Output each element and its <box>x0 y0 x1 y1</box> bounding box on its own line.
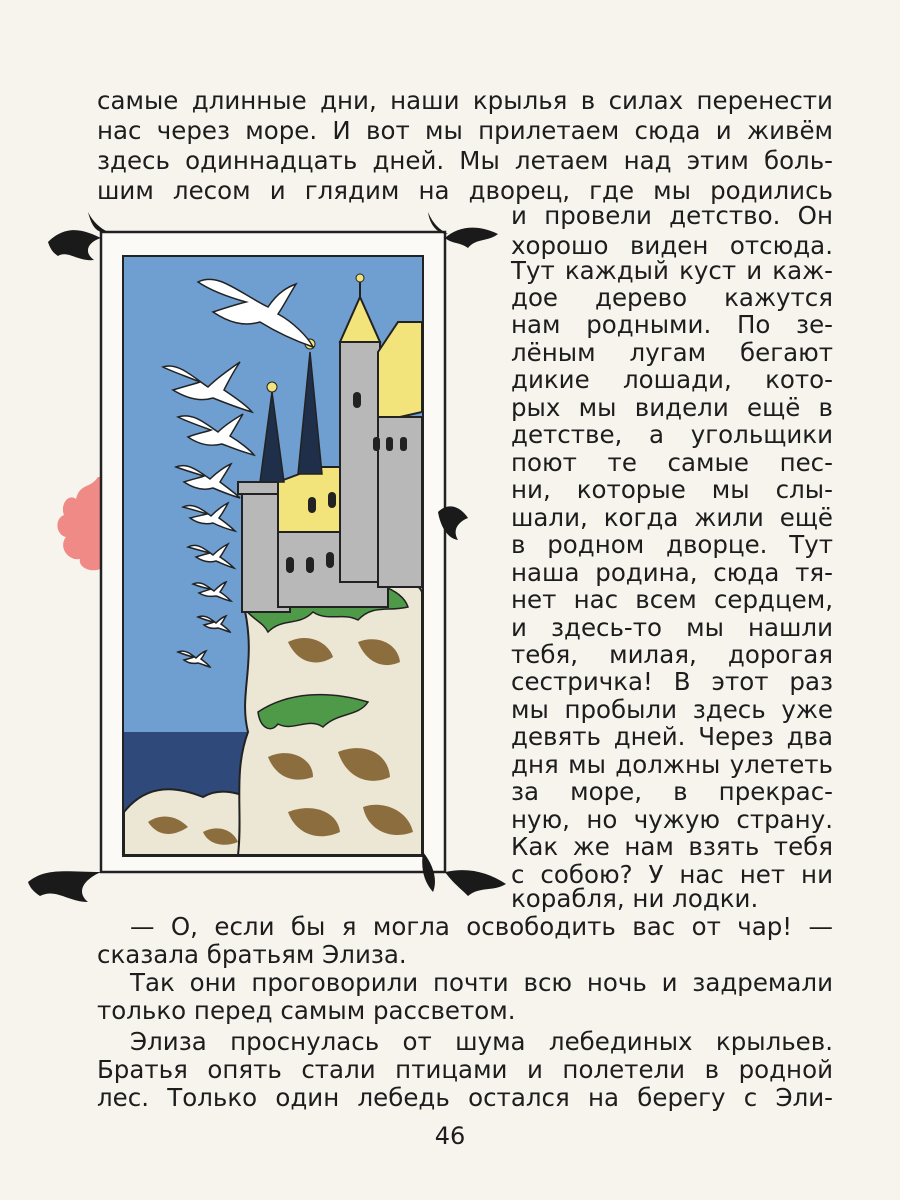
text-line: дое дерево кажутся <box>511 283 833 312</box>
text-line: мы пробыли здесь уже <box>511 695 833 724</box>
text-line: сказала братьям Элиза. <box>97 940 407 969</box>
text-line: и провели детство. Он <box>511 201 833 230</box>
text-line: ную, но чужую страну. <box>511 805 833 834</box>
text-line: Элиза проснулась от шума лебединых крыльев. <box>130 1027 833 1056</box>
text-line: ни, которые мы слы- <box>511 475 833 504</box>
page-number: 46 <box>434 1122 466 1150</box>
text-line: наша родина, сюда тя- <box>511 558 833 587</box>
text-line: с собою? У нас нет ни <box>511 860 833 889</box>
text-line: шали, когда жили ещё <box>511 503 833 532</box>
text-line: рых мы видели ещё в <box>511 393 833 422</box>
text-line: лес. Только один лебедь остался на берегу с Эли- <box>97 1083 833 1112</box>
text-line: дикие лошади, кото- <box>511 365 833 394</box>
text-line: нас через море. И вот мы прилетаем сюда и живём <box>97 116 833 145</box>
swan-castle-illustration <box>28 212 508 902</box>
text-line: дня мы должны улететь <box>511 750 833 779</box>
text-line: Так они проговорили почти всю ночь и задремали <box>130 968 833 997</box>
text-line: и здесь-то мы нашли <box>511 613 833 642</box>
text-line: здесь одиннадцать дней. Мы летаем над этим боль- <box>97 146 833 175</box>
text-line: тебя, милая, дорогая <box>511 640 833 669</box>
text-line: — О, если бы я могла освободить вас от чар! — <box>130 912 833 941</box>
text-line: сестричка! В этот раз <box>511 667 833 696</box>
text-line: корабля, ни лодки. <box>511 884 759 913</box>
text-line: за море, в прекрас- <box>511 777 833 806</box>
text-line: Как же нам взять тебя <box>511 832 833 861</box>
text-line: детстве, а угольщики <box>511 420 833 449</box>
text-line: в родном дворце. Тут <box>511 530 833 559</box>
text-line: нет нас всем сердцем, <box>511 585 833 614</box>
text-line: поют те самые пес- <box>511 448 833 477</box>
text-line: самые длинные дни, наши крылья в силах перенести <box>97 86 833 115</box>
text-line: только перед самым рассветом. <box>97 996 516 1025</box>
text-line: лёным лугам бегают <box>511 338 833 367</box>
text-line: девять дней. Через два <box>511 722 833 751</box>
text-line: Братья опять стали птицами и полетели в родной <box>97 1055 833 1084</box>
text-line: Тут каждый куст и каж- <box>511 256 833 285</box>
text-line: хорошо виден отсюда. <box>511 231 833 260</box>
text-line: шим лесом и глядим на дворец, где мы родились <box>97 176 833 205</box>
text-line: нам родными. По зе- <box>511 310 833 339</box>
